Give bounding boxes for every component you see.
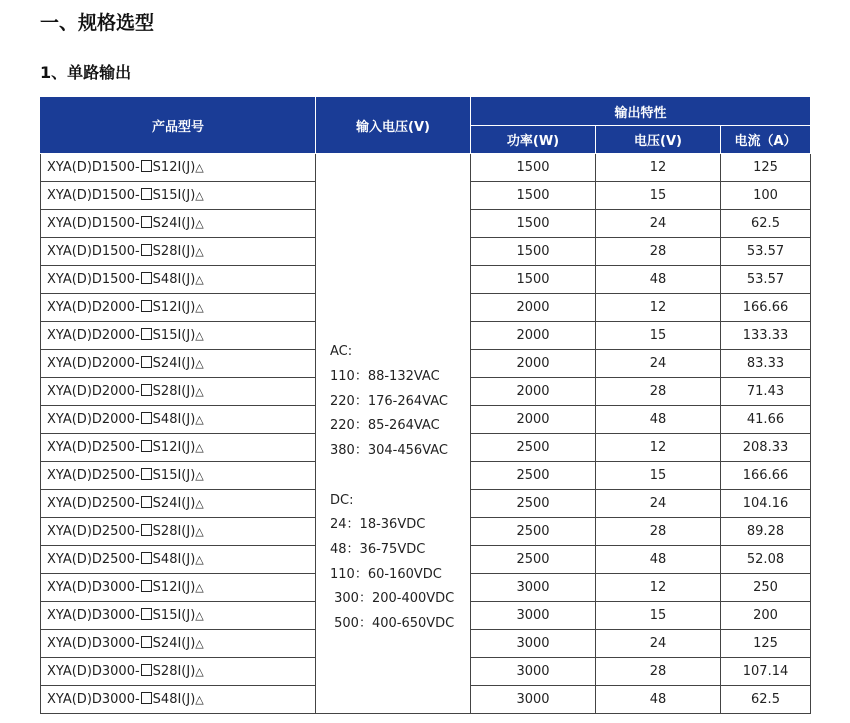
triangle-mark: △ <box>195 357 204 370</box>
input-spec-line: AC: <box>330 344 353 360</box>
blank-box <box>141 244 152 256</box>
input-spec-line: 24：18-36VDC <box>330 517 426 533</box>
voltage-cell: 12 <box>596 434 721 462</box>
voltage-cell: 48 <box>596 266 721 294</box>
model-prefix: XYA(D)D1500- <box>47 216 140 231</box>
model-prefix: XYA(D)D3000- <box>47 580 140 595</box>
model-prefix: XYA(D)D2500- <box>47 552 140 567</box>
model-cell <box>41 350 316 378</box>
triangle-mark: △ <box>195 189 204 202</box>
triangle-mark: △ <box>195 329 204 342</box>
model-prefix: XYA(D)D3000- <box>47 664 140 679</box>
input-spec-line: 48：36-75VDC <box>330 541 426 557</box>
current-cell: 250 <box>721 574 811 602</box>
power-cell: 3000 <box>471 686 596 714</box>
model-prefix: XYA(D)D2500- <box>47 496 140 511</box>
model-prefix: XYA(D)D1500- <box>47 160 140 175</box>
triangle-mark: △ <box>195 217 204 230</box>
current-cell: 166.66 <box>721 294 811 322</box>
triangle-mark: △ <box>195 161 204 174</box>
power-cell: 3000 <box>471 658 596 686</box>
header-model: 产品型号 <box>41 97 316 154</box>
model-cell <box>41 182 316 210</box>
model-cell <box>41 518 316 546</box>
voltage-cell: 24 <box>596 490 721 518</box>
voltage-cell: 15 <box>596 602 721 630</box>
model-cell <box>41 322 316 350</box>
current-cell: 41.66 <box>721 406 811 434</box>
input-spec-line: DC: <box>330 492 354 508</box>
voltage-cell: 28 <box>596 518 721 546</box>
blank-box <box>141 608 152 620</box>
power-cell: 2000 <box>471 350 596 378</box>
blank-box <box>141 216 152 228</box>
model-suffix: S24I(J) <box>152 496 196 511</box>
model-cell <box>41 406 316 434</box>
model-prefix: XYA(D)D2000- <box>47 328 140 343</box>
blank-box <box>141 328 152 340</box>
blank-box <box>141 272 152 284</box>
model-suffix: S24I(J) <box>152 216 196 231</box>
blank-box <box>141 552 152 564</box>
current-cell: 107.14 <box>721 658 811 686</box>
current-cell: 62.5 <box>721 210 811 238</box>
input-voltage-cell <box>316 154 471 714</box>
current-cell: 100 <box>721 182 811 210</box>
input-spec-line: 380：304-456VAC <box>330 443 448 459</box>
model-suffix: S15I(J) <box>152 188 196 203</box>
triangle-mark: △ <box>195 693 204 706</box>
voltage-cell: 12 <box>596 574 721 602</box>
header-input-voltage: 输入电压(V) <box>316 97 471 154</box>
power-cell: 2000 <box>471 294 596 322</box>
power-cell: 2000 <box>471 406 596 434</box>
model-prefix: XYA(D)D3000- <box>47 608 140 623</box>
blank-box <box>141 440 152 452</box>
model-cell <box>41 266 316 294</box>
input-spec-line <box>330 464 470 489</box>
blank-box <box>141 300 152 312</box>
input-spec-line: 300：200-400VDC <box>330 591 455 607</box>
model-suffix: S28I(J) <box>152 524 196 539</box>
subsection-title: 1、单路输出 <box>40 63 132 82</box>
model-cell <box>41 238 316 266</box>
input-spec-line: 220：85-264VAC <box>330 418 440 434</box>
header-current: 电流（A） <box>721 126 811 154</box>
current-cell: 89.28 <box>721 518 811 546</box>
current-cell: 83.33 <box>721 350 811 378</box>
blank-box <box>141 664 152 676</box>
power-cell: 2500 <box>471 434 596 462</box>
blank-box <box>141 524 152 536</box>
triangle-mark: △ <box>195 301 204 314</box>
current-cell: 208.33 <box>721 434 811 462</box>
model-cell <box>41 602 316 630</box>
model-cell <box>41 658 316 686</box>
model-suffix: S24I(J) <box>152 356 196 371</box>
model-suffix: S24I(J) <box>152 636 196 651</box>
blank-box <box>141 188 152 200</box>
model-prefix: XYA(D)D3000- <box>47 692 140 707</box>
model-cell <box>41 630 316 658</box>
header-row-1 <box>41 97 811 126</box>
blank-box <box>141 580 152 592</box>
voltage-cell: 48 <box>596 406 721 434</box>
voltage-cell: 24 <box>596 630 721 658</box>
model-cell <box>41 210 316 238</box>
voltage-cell: 12 <box>596 294 721 322</box>
power-cell: 3000 <box>471 630 596 658</box>
current-cell: 62.5 <box>721 686 811 714</box>
model-suffix: S12I(J) <box>152 300 196 315</box>
blank-box <box>141 160 152 172</box>
input-spec-line: 220：176-264VAC <box>330 393 448 409</box>
triangle-mark: △ <box>195 581 204 594</box>
header-output: 输出特性 <box>471 97 811 126</box>
power-cell: 1500 <box>471 266 596 294</box>
model-prefix: XYA(D)D2000- <box>47 356 140 371</box>
triangle-mark: △ <box>195 469 204 482</box>
blank-box <box>141 468 152 480</box>
model-prefix: XYA(D)D2000- <box>47 384 140 399</box>
triangle-mark: △ <box>195 525 204 538</box>
current-cell: 52.08 <box>721 546 811 574</box>
voltage-cell: 48 <box>596 686 721 714</box>
model-suffix: S15I(J) <box>152 468 196 483</box>
current-cell: 71.43 <box>721 378 811 406</box>
model-suffix: S12I(J) <box>152 580 196 595</box>
model-suffix: S15I(J) <box>152 328 196 343</box>
table-row <box>41 154 811 182</box>
model-prefix: XYA(D)D1500- <box>47 272 140 287</box>
model-prefix: XYA(D)D2500- <box>47 524 140 539</box>
model-cell <box>41 686 316 714</box>
input-spec-line: 500：400-650VDC <box>330 616 455 632</box>
voltage-cell: 12 <box>596 154 721 182</box>
power-cell: 3000 <box>471 602 596 630</box>
input-spec-line: 110：88-132VAC <box>330 368 440 384</box>
current-cell: 104.16 <box>721 490 811 518</box>
model-cell <box>41 490 316 518</box>
triangle-mark: △ <box>195 385 204 398</box>
model-suffix: S48I(J) <box>152 412 196 427</box>
model-suffix: S48I(J) <box>152 692 196 707</box>
triangle-mark: △ <box>195 609 204 622</box>
voltage-cell: 28 <box>596 238 721 266</box>
power-cell: 2500 <box>471 546 596 574</box>
power-cell: 2500 <box>471 490 596 518</box>
model-suffix: S12I(J) <box>152 160 196 175</box>
model-prefix: XYA(D)D1500- <box>47 244 140 259</box>
spec-table <box>40 96 811 714</box>
current-cell: 125 <box>721 154 811 182</box>
voltage-cell: 48 <box>596 546 721 574</box>
triangle-mark: △ <box>195 441 204 454</box>
power-cell: 1500 <box>471 238 596 266</box>
model-cell <box>41 574 316 602</box>
voltage-cell: 24 <box>596 350 721 378</box>
model-suffix: S12I(J) <box>152 440 196 455</box>
voltage-cell: 24 <box>596 210 721 238</box>
input-spec-line: 110：60-160VDC <box>330 566 442 582</box>
model-suffix: S48I(J) <box>152 552 196 567</box>
blank-box <box>141 496 152 508</box>
power-cell: 2500 <box>471 462 596 490</box>
triangle-mark: △ <box>195 413 204 426</box>
current-cell: 200 <box>721 602 811 630</box>
model-prefix: XYA(D)D3000- <box>47 636 140 651</box>
triangle-mark: △ <box>195 665 204 678</box>
power-cell: 2500 <box>471 518 596 546</box>
model-cell <box>41 462 316 490</box>
model-suffix: S28I(J) <box>152 384 196 399</box>
current-cell: 125 <box>721 630 811 658</box>
voltage-cell: 28 <box>596 658 721 686</box>
model-cell <box>41 154 316 182</box>
triangle-mark: △ <box>195 497 204 510</box>
voltage-cell: 15 <box>596 462 721 490</box>
triangle-mark: △ <box>195 245 204 258</box>
model-prefix: XYA(D)D2500- <box>47 468 140 483</box>
blank-box <box>141 412 152 424</box>
model-suffix: S28I(J) <box>152 244 196 259</box>
current-cell: 53.57 <box>721 266 811 294</box>
table-body <box>41 154 811 714</box>
voltage-cell: 28 <box>596 378 721 406</box>
model-prefix: XYA(D)D1500- <box>47 188 140 203</box>
model-suffix: S15I(J) <box>152 608 196 623</box>
power-cell: 2000 <box>471 322 596 350</box>
triangle-mark: △ <box>195 553 204 566</box>
voltage-cell: 15 <box>596 322 721 350</box>
current-cell: 133.33 <box>721 322 811 350</box>
blank-box <box>141 636 152 648</box>
triangle-mark: △ <box>195 637 204 650</box>
model-suffix: S48I(J) <box>152 272 196 287</box>
current-cell: 166.66 <box>721 462 811 490</box>
model-cell <box>41 294 316 322</box>
power-cell: 1500 <box>471 154 596 182</box>
blank-box <box>141 356 152 368</box>
power-cell: 1500 <box>471 182 596 210</box>
voltage-cell: 15 <box>596 182 721 210</box>
model-prefix: XYA(D)D2000- <box>47 300 140 315</box>
power-cell: 2000 <box>471 378 596 406</box>
blank-box <box>141 692 152 704</box>
power-cell: 1500 <box>471 210 596 238</box>
triangle-mark: △ <box>195 273 204 286</box>
model-prefix: XYA(D)D2000- <box>47 412 140 427</box>
blank-box <box>141 384 152 396</box>
model-cell <box>41 378 316 406</box>
model-suffix: S28I(J) <box>152 664 196 679</box>
section-title: 一、规格选型 <box>40 12 155 34</box>
current-cell: 53.57 <box>721 238 811 266</box>
header-power: 功率(W) <box>471 126 596 154</box>
power-cell: 3000 <box>471 574 596 602</box>
header-voltage: 电压(V) <box>596 126 721 154</box>
model-cell <box>41 546 316 574</box>
model-cell <box>41 434 316 462</box>
model-prefix: XYA(D)D2500- <box>47 440 140 455</box>
